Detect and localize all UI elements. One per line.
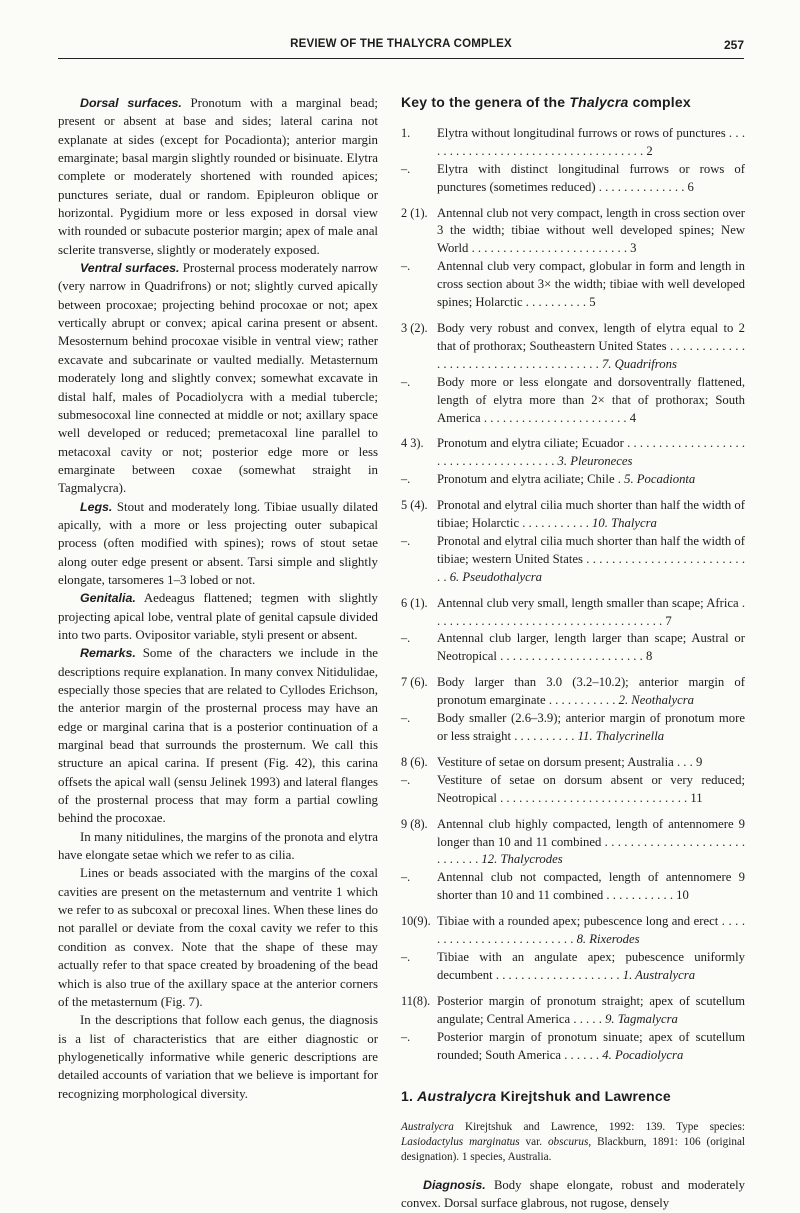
key-entry-result: 2 — [646, 143, 653, 158]
key-entry-result: 8. Rixerodes — [576, 932, 640, 947]
key-entry-leader: . . . . . . . . . . . . . . . . . . . . . . . . . . . . . . . . . . . . . . — [437, 436, 745, 469]
key-entry-leader: . . . . . . . . . . . . . . . . . . . . . . . — [496, 649, 646, 664]
paragraph-cilia: In many nitidulines, the margins of the pronota and elytra have elongate setae which we refer to as cilia. — [58, 829, 378, 863]
key-entry-text — [437, 374, 745, 428]
key-entry — [401, 674, 745, 710]
key-entry-description: Posterior margin of pronotum sinuate; apex of scutellum rounded; South America — [437, 1029, 745, 1062]
text-legs: Stout and moderately long. Tibiae usually dilated apically, with a more or less projecting outer subapical process (often modified with spines); rows of stout setae along outer edge present or absent. Tarsi simple and slightly elongate, tarsomeres 1–3 lobed or not. — [58, 499, 378, 587]
key-entry-text — [437, 772, 745, 808]
citation-variety: obscurus — [547, 1136, 589, 1149]
key-entry-text — [437, 869, 745, 905]
citation-var: var. — [519, 1136, 548, 1149]
key-entry-number: 3 (2). — [401, 320, 428, 335]
heading-diagnosis: Diagnosis. — [423, 1178, 486, 1193]
key-entry-leader: . . . . . . . . . . . . . . — [595, 179, 688, 194]
key-entry-leader: . . . . . . . . . . . . . . . . . . . . . . . . . . . . . . . . . . . . . . — [437, 338, 745, 371]
key-entry-text — [437, 913, 745, 949]
key-entry-leader: . . . . . . . . . . . — [545, 693, 619, 708]
key-entry-number: 9 (8). — [401, 816, 428, 831]
key-entry-text — [437, 754, 745, 772]
citation — [401, 1120, 745, 1165]
key-entry — [401, 258, 745, 312]
key-entry-number: –. — [401, 711, 411, 726]
key-entry-result: 5 — [589, 295, 596, 310]
key-entry-description: Antennal club highly compacted, length of antennomere 9 longer than 10 and 11 combined — [437, 816, 745, 849]
key-entry-result: 6 — [687, 179, 694, 194]
key-entry-description: Pronotal and elytral cilia much shorter than half the width of tibiae; Holarctic — [437, 498, 745, 531]
key-entry-leader: . . . . . — [570, 1011, 606, 1026]
key-entry-text — [437, 1029, 745, 1065]
key-entry-number: 7 (6). — [401, 675, 428, 690]
text-dorsal-surfaces: Pronotum with a marginal bead; present or absent at base and sides; lateral carina not explanate at sides (except for Pocadionta); anterior margin emarginate; basal margin slightly rounded or bisinuate. Elytra complete or moderately shortened with rounded apices; punctures seriate, dual or random. Epipleuron oblique or horizontal. Pygidium more or less exposed in dorsal view with rounded or subacute posterior margin; apex of male anal sclerite transverse, slightly or moderately exposed. — [58, 96, 379, 257]
citation-type-species: Lasiodactylus marginatus — [401, 1136, 520, 1149]
key-entry-description: Antennal club very small, length smaller than scape; Africa — [437, 595, 739, 610]
key-entry-result: 7. Quadrifrons — [601, 356, 677, 371]
key-entry-number: –. — [401, 1029, 411, 1044]
key-entry-number: 2 (1). — [401, 205, 428, 220]
key-entry-description: Tibiae with a rounded apex; pubescence long and erect — [437, 914, 719, 929]
key-title-post: complex — [628, 94, 691, 110]
citation-rest: , Blackburn, 1891: 106 (original designation). 1 species, Australia. — [401, 1136, 746, 1164]
heading-legs: Legs. — [80, 499, 113, 514]
section-gap — [401, 1064, 745, 1088]
key-entry — [401, 205, 745, 259]
key-entry-description: Vestiture of setae on dorsum absent or very reduced; Neotropical — [437, 772, 745, 805]
key-entry-number: –. — [401, 870, 411, 885]
heading-genitalia: Genitalia. — [80, 591, 136, 606]
key-entry-text — [437, 710, 745, 746]
paragraph-genitalia — [58, 589, 378, 644]
key-entry-description: Body more or less elongate and dorsoventrally flattened, length of elytra more than 2× that of prothorax; South America — [437, 374, 745, 425]
key-entry-leader: . . . . . . . . . . . . . . . . . . . . . . . . . . . . . . — [496, 790, 691, 805]
key-entry-number: 1. — [401, 125, 411, 140]
key-entry-number: –. — [401, 949, 411, 964]
key-entry-number: –. — [401, 374, 411, 389]
text-remarks: Some of the characters we include in the descriptions require explanation. In many convex Nitidulidae, especially those species that are related to Cyllodes Erichson, the anterior margin of the prosternal process may have an edge or marginal carina that is a posterior continuation of a marginal bead that surrounds the prosternum. We call this structure an apical carina. If present (Fig. 42), this carina offsets the apical wall (sensu Jelinek 1993) and lateral flanges of the prosternal process that may form a partial cowling behind the procoxae. — [58, 646, 378, 826]
key-entry-leader: . . . . . . . . . . . — [519, 516, 593, 531]
page-number: 257 — [723, 38, 744, 52]
key-entry-leader: . — [614, 472, 625, 487]
paragraph-diagnosis — [401, 1177, 745, 1213]
key-entry-result: 10. Thalycra — [592, 516, 657, 531]
running-head — [58, 38, 744, 59]
heading-ventral-surfaces: Ventral surfaces. — [80, 261, 180, 276]
key-entry-number: 5 (4). — [401, 498, 428, 513]
key-entry-leader: . . . . . . . . . . . . . . . . . . . . . . . . . — [468, 241, 631, 256]
key-couplet-gap — [401, 489, 745, 497]
key-entry-result: 9. Tagmalycra — [605, 1011, 678, 1026]
key-entry-number: –. — [401, 259, 411, 274]
key-entry-result: 9 — [695, 754, 703, 769]
key-entry — [401, 533, 745, 587]
key-entry-description: Tibiae with an angulate apex; pubescence uniformly decumbent — [437, 949, 745, 982]
key-entry — [401, 1029, 745, 1065]
key-entry-description: Body smaller (2.6–3.9); anterior margin of pronotum more or less straight — [437, 711, 745, 743]
key-entry-leader: . . . . . . . . . . . . . . . . . . . . — [492, 967, 623, 982]
key-couplet-gap — [401, 746, 745, 754]
key-entry-leader: . . . — [673, 754, 696, 769]
key-entry-result: 4. Pocadiolycra — [602, 1047, 684, 1062]
key-entry — [401, 125, 745, 161]
key-entry — [401, 993, 745, 1029]
key-entry-text — [437, 630, 745, 666]
key-entry — [401, 374, 745, 428]
key-entry-result: 7 — [665, 613, 672, 628]
key-entry-text — [437, 816, 745, 870]
paragraph-coxal-lines: Lines or beads associated with the margins of the coxal cavities are present on the metasternum and ventrite 1 which we refer to as subcoxal or precoxal lines. When these lines do not parallel or deviate from the coxal cavity we refer to this condition as convex. Note that the shape of these may actually refer to that space created by broadening of the bead which is also true of the axillary space at the anterior corners of the metasternum (Fig. 7). — [58, 866, 378, 1009]
text-diagnosis: Body shape elongate, robust and moderately convex. Dorsal surface glabrous, not rugose, densely — [401, 1178, 745, 1211]
key-entry-text — [437, 533, 745, 587]
key-entry-result: 11. Thalycrinella — [577, 729, 665, 743]
section-title-genus: Australycra — [417, 1088, 497, 1105]
key-entry-description: Pronotal and elytral cilia much shorter than half the width of tibiae; western United States — [437, 533, 745, 566]
key-entry — [401, 497, 745, 533]
heading-dorsal-surfaces: Dorsal surfaces. — [80, 96, 182, 110]
key-entry-result: 4 — [629, 410, 637, 425]
key-couplet-gap — [401, 312, 745, 320]
key-title-pre: Key to the genera of the — [401, 94, 570, 110]
key-entry-description: Antennal club not very compact, length in cross section over 3 the width; tibiae without well developed spines; New World — [437, 205, 745, 256]
key-couplet-gap — [401, 197, 745, 205]
key-entry-description: Pronotum and elytra aciliate; Chile — [437, 472, 615, 487]
key-entry-result: 12. Thalycrodes — [481, 852, 563, 867]
key-entry-result: 11 — [690, 790, 703, 805]
key-entry-result: 3 — [630, 241, 637, 256]
citation-genus: Australycra — [401, 1121, 454, 1134]
key-entry-text — [437, 497, 745, 533]
key-entry — [401, 435, 745, 471]
key-entry — [401, 630, 745, 666]
text-genitalia: Aedeagus flattened; tegmen with slightly projecting apical lobe, ventral plate of genital capsule divided into two parts. Ovipositor variable, styli present or absent. — [58, 591, 378, 642]
key-entry-number: –. — [401, 472, 411, 487]
key-entry-leader: . . . . . . . . . . . . . . . . . . . . . . . . . . . . . — [437, 834, 745, 867]
key-entry — [401, 161, 745, 197]
key-entry-result: 8 — [645, 649, 653, 664]
key-list — [401, 125, 745, 1065]
key-entry-leader: . . . . . . . . . . . . . . . . . . . . . . . . . . . . . . . . . . . . . — [437, 595, 745, 628]
key-entry-description: Antennal club not compacted, length of antennomere 9 shorter than 10 and 11 combined — [437, 870, 745, 903]
key-entry-text — [437, 471, 745, 489]
key-entry-text — [437, 161, 745, 197]
key-entry-leader: . . . . . . . . . . . — [603, 888, 677, 903]
key-entry-result: 3. Pleuroneces — [557, 454, 633, 469]
key-entry-result: 5. Pocadionta — [624, 472, 696, 487]
key-entry-text — [437, 993, 745, 1029]
key-couplet-gap — [401, 666, 745, 674]
key-entry-description: Body very robust and convex, length of elytra equal to 2 that of prothorax; Southeastern United States — [437, 320, 745, 353]
section-title — [401, 1088, 745, 1106]
key-entry-text — [437, 258, 745, 312]
key-entry-result: 2. Neothalycra — [618, 693, 695, 708]
key-entry-number: 8 (6). — [401, 754, 428, 769]
key-entry-leader: . . . . . . . . . . . . . . . . . . . . . . . . . . — [437, 914, 746, 947]
key-entry-number: 10(9). — [401, 914, 431, 929]
key-entry-number: –. — [401, 161, 411, 176]
key-entry-number: –. — [401, 772, 411, 787]
key-entry-result: 6. Pseudothalycra — [449, 569, 543, 584]
paragraph-legs — [58, 498, 378, 590]
paragraph-dorsal-surfaces — [58, 94, 378, 259]
key-entry — [401, 710, 745, 746]
heading-remarks: Remarks. — [80, 646, 136, 661]
key-entry — [401, 816, 745, 870]
key-entry-number: 4 3). — [401, 436, 424, 451]
key-entry-text — [437, 674, 745, 710]
key-entry-leader: . . . . . . . . . . . . . . . . . . . . . . . — [480, 410, 630, 425]
key-entry-number: 11(8). — [401, 993, 431, 1008]
key-title — [401, 94, 745, 112]
key-title-genus: Thalycra — [569, 94, 629, 110]
paragraph-descriptions: In the descriptions that follow each genus, the diagnosis is a list of characteristics that are either diagnostic or phylogenetically informative while generic descriptions are detailed accounts of variation that we believe is important for recognizing morphological diversity. — [58, 1013, 378, 1101]
key-entry-leader: . . . . . . — [561, 1047, 603, 1062]
key-entry-leader: . . . . . . . . . . . . . . . . . . . . . . . . . . . — [437, 551, 745, 584]
key-entry-result: 10 — [676, 888, 689, 903]
key-entry-text — [437, 205, 745, 259]
key-entry — [401, 869, 745, 905]
key-entry-number: 6 (1). — [401, 595, 428, 610]
key-entry-description: Elytra without longitudinal furrows or rows of punctures — [437, 125, 726, 140]
key-couplet-gap — [401, 985, 745, 993]
key-couplet-gap — [401, 587, 745, 595]
paragraph-ventral-surfaces — [58, 259, 378, 497]
key-entry — [401, 754, 745, 772]
paragraph-remarks — [58, 644, 378, 827]
key-entry-description: Elytra with distinct longitudinal furrows or rows of punctures (sometimes reduced) — [437, 161, 745, 194]
key-entry — [401, 471, 745, 489]
left-column — [58, 94, 378, 1103]
key-entry-leader: . . . . . . . . . . — [522, 295, 590, 310]
key-entry — [401, 913, 745, 949]
key-entry-text — [437, 595, 745, 631]
key-entry-number: –. — [401, 631, 411, 646]
key-entry-leader: . . . . . . . . . . . . . . . . . . . . . . . . . . . . . . . . . . . . — [437, 125, 745, 158]
key-entry — [401, 772, 745, 808]
key-entry — [401, 595, 745, 631]
key-couplet-gap — [401, 808, 745, 816]
key-couplet-gap — [401, 905, 745, 913]
key-entry-text — [437, 125, 745, 161]
citation-authority: Kirejtshuk and Lawrence, 1992: 139. Type species: — [453, 1121, 745, 1134]
key-entry-text — [437, 320, 745, 374]
right-column — [401, 94, 745, 1213]
key-entry-text — [437, 435, 745, 471]
text-ventral-surfaces: Prosternal process moderately narrow (very narrow in Quadrifrons) or not; slightly curved apically between procoxae; projecting behind procoxae or not; apex vertically abrupt or convex; apical carina present or absent. Mesosternum behind procoxae visible in ventral view; rather excavate and subcarinate or vaulted medially. Metasternum moderately long and slightly convex; somewhat excavate in distal half, males of Pocadiolycra with a medial tubercle; submesocoxal line connected at middle or not; axillary space well developed or reduced; premetacoxal line parallel to metacoxal cavity or not; posterior edge more or less emarginate between coxae (somewhat straight in Tagmalycra). — [58, 261, 379, 496]
key-entry-description: Posterior margin of pronotum straight; apex of scutellum angulate; Central America — [437, 993, 745, 1026]
key-entry — [401, 320, 745, 374]
running-title: REVIEW OF THE THALYCRA COMPLEX — [290, 38, 512, 50]
key-entry-text — [437, 949, 745, 985]
key-entry-leader: . . . . . . . . . . — [511, 729, 578, 743]
key-entry-number: –. — [401, 533, 411, 548]
key-entry-result: 1. Australycra — [622, 967, 696, 982]
key-entry-description: Antennal club larger, length larger than scape; Austral or Neotropical — [437, 631, 745, 664]
key-entry-description: Pronotum and elytra ciliate; Ecuador — [437, 436, 624, 451]
key-couplet-gap — [401, 427, 745, 435]
section-title-number: 1. — [401, 1088, 418, 1105]
key-entry-description: Vestiture of setae on dorsum present; Australia — [437, 754, 674, 769]
section-title-authors: Kirejtshuk and Lawrence — [496, 1088, 671, 1105]
key-entry — [401, 949, 745, 985]
key-entry-description: Antennal club very compact, globular in form and length in cross section about 3× the width; tibiae with well developed spines; Holarctic — [437, 259, 745, 310]
key-entry-description: Body larger than 3.0 (3.2–10.2); anterior margin of pronotum emarginate — [437, 675, 745, 708]
